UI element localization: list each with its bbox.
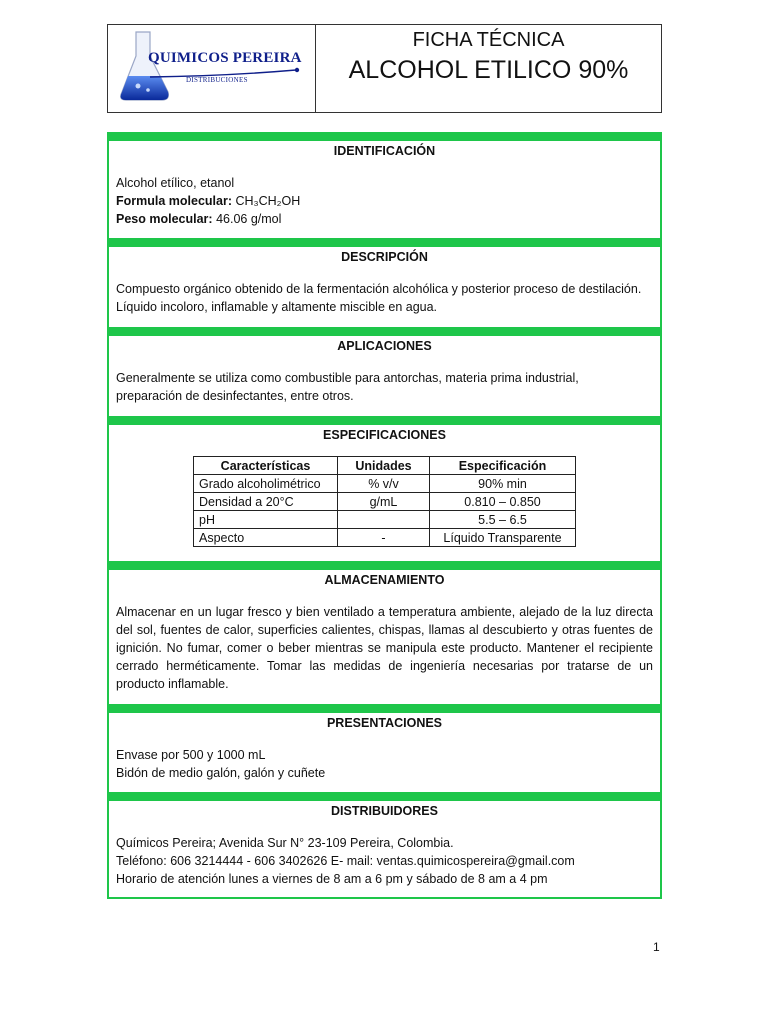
peso-value: 46.06 g/mol	[216, 212, 282, 226]
section-body	[109, 174, 660, 228]
section-body	[109, 746, 660, 782]
title-line-1: FICHA TÉCNICA	[412, 29, 565, 51]
section-title: PRESENTACIONES	[326, 716, 443, 730]
section-aplicaciones	[107, 327, 662, 416]
table-row	[194, 511, 576, 529]
text-line: Envase por 500 y 1000 mL	[116, 748, 266, 762]
table-cell: Densidad a 20°C	[194, 493, 338, 511]
table-cell: pH	[194, 511, 338, 529]
logo-company-name: QUIMICOS PEREIRA	[148, 50, 302, 66]
table-cell: -	[338, 529, 430, 547]
section-especificaciones	[107, 416, 662, 561]
section-title: DISTRIBUIDORES	[331, 804, 438, 818]
section-identificacion	[107, 132, 662, 238]
section-title: IDENTIFICACIÓN	[333, 144, 436, 158]
section-title: ESPECIFICACIONES	[323, 428, 446, 442]
section-distribuidores	[107, 792, 662, 899]
table-row	[194, 529, 576, 547]
section-title: ALMACENAMIENTO	[324, 573, 445, 587]
page-number: 1	[653, 940, 660, 954]
flask-icon	[116, 28, 306, 108]
formula-label: Formula molecular:	[116, 194, 232, 208]
table-cell: 90% min	[430, 475, 576, 493]
table-cell	[338, 511, 430, 529]
section-body	[109, 280, 660, 316]
contact-line: Teléfono: 606 3214444 - 606 3402626 E- mail: ventas.quimicospereira@gmail.com	[116, 854, 575, 868]
table-cell: Aspecto	[194, 529, 338, 547]
section-body	[109, 603, 660, 693]
table-cell: Líquido Transparente	[430, 529, 576, 547]
table-cell: g/mL	[338, 493, 430, 511]
table-cell: 5.5 – 6.5	[430, 511, 576, 529]
document-header	[107, 24, 662, 113]
section-descripcion	[107, 238, 662, 327]
logo-company-subtitle: DISTRIBUCIONES	[186, 76, 248, 84]
column-header: Unidades	[338, 457, 430, 475]
column-header: Especificación	[430, 457, 576, 475]
specifications-table	[193, 456, 576, 547]
hours-line: Horario de atención lunes a viernes de 8 am a 6 pm y sábado de 8 am a 4 pm	[116, 872, 548, 886]
text-line: Generalmente se utiliza como combustible para antorchas, materia prima industrial,	[116, 371, 579, 385]
section-title: DESCRIPCIÓN	[341, 250, 428, 264]
section-body	[109, 369, 660, 405]
text-line: preparación de desinfectantes, entre otros.	[116, 389, 354, 403]
table-cell: 0.810 – 0.850	[430, 493, 576, 511]
text-line: Alcohol etílico, etanol	[116, 176, 235, 190]
column-header: Características	[194, 457, 338, 475]
section-presentaciones	[107, 704, 662, 792]
table-cell: Grado alcoholimétrico	[194, 475, 338, 493]
formula-value: CH₃CH₂OH	[235, 194, 301, 208]
paragraph: Almacenar en un lugar fresco y bien ventilado a temperatura ambiente, alejado de la luz directa del sol, fuentes de calor, superficies calientes, chispas, llamas al descubierto y otras fuentes de ignición. No fumar, comer o beber mientras se manipula este producto. Mantener el recipiente cerrado herméticamente. Tomar las medidas de ingeniería necesarias por tratarse de un producto inflamable.	[116, 605, 653, 691]
table-cell: % v/v	[338, 475, 430, 493]
section-almacenamiento	[107, 561, 662, 704]
section-body	[109, 834, 660, 888]
text-line: Líquido incoloro, inflamable y altamente miscible en agua.	[116, 300, 438, 314]
table-row	[194, 475, 576, 493]
peso-label: Peso molecular:	[116, 212, 213, 226]
company-logo	[108, 25, 316, 112]
section-title: APLICACIONES	[337, 339, 432, 353]
document-title	[316, 25, 661, 112]
title-line-2: ALCOHOL ETILICO 90%	[348, 56, 629, 84]
peso-row	[116, 210, 653, 228]
address-line: Químicos Pereira; Avenida Sur N° 23-109 Pereira, Colombia.	[116, 836, 454, 850]
table-row	[194, 493, 576, 511]
formula-row	[116, 192, 653, 210]
table-header-row	[194, 457, 576, 475]
text-line: Compuesto orgánico obtenido de la fermentación alcohólica y posterior proceso de destilación.	[116, 282, 642, 296]
text-line: Bidón de medio galón, galón y cuñete	[116, 766, 326, 780]
